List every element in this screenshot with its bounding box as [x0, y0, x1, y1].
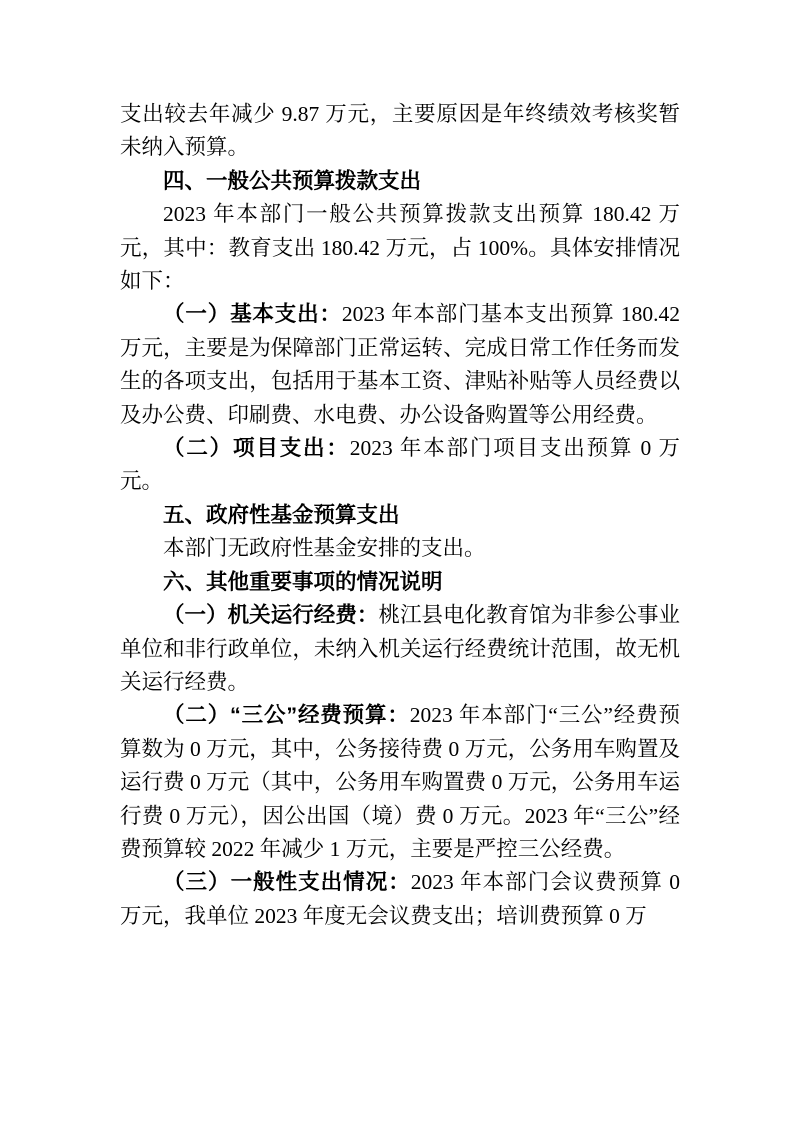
- paragraph-agency-operation-funds: [120, 599, 680, 699]
- paragraph-prev-page-continuation: 支出较去年减少 9.87 万元，主要原因是年终绩效考核奖暂未纳入预算。: [120, 102, 680, 160]
- section-heading-4-general-public-budget-expenditure: 四、一般公共预算拨款支出: [163, 168, 422, 193]
- paragraph-general-expenditure-situation-text: 2023 年本部门会议费预算 0 万元，我单位 2023 年度无会议费支出；培训费预算 0 万: [120, 870, 680, 928]
- paragraph-three-public-expenses-budget-text: 2023 年本部门“三公”经费预算数为 0 万元，其中，公务接待费 0 万元，公务用车购置及运行费 0 万元（其中，公务用车购置费 0 万元，公务用车运行费 0 万元），因公出国（境）费 0 万元。2023 年“三公”经费预算较 2022 年减少 1 万元，主要是严控三公经费。: [120, 703, 680, 861]
- paragraph-basic-expenditure-lead: （一）基本支出：: [163, 302, 342, 327]
- paragraph-project-expenditure-lead: （二）项目支出：: [163, 436, 350, 461]
- paragraph-general-expenditure-situation-lead: （三）一般性支出情况：: [163, 870, 411, 895]
- section-heading-5-government-fund-budget-expenditure: 五、政府性基金预算支出: [163, 502, 400, 527]
- paragraph-basic-expenditure: [120, 298, 680, 432]
- paragraph-project-expenditure-text: 2023 年本部门项目支出预算 0 万元。: [120, 436, 680, 494]
- paragraph-basic-expenditure-text: 2023 年本部门基本支出预算 180.42 万元，主要是为保障部门正常运转、完成日常工作任务而发生的各项支出，包括用于基本工资、津贴补贴等人员经费以及办公费、印刷费、水电费、办公设备购置等公用经费。: [120, 302, 680, 427]
- paragraph-three-public-expenses-budget: [120, 699, 680, 866]
- paragraph-general-expenditure-situation: [120, 866, 680, 933]
- paragraph-agency-operation-funds-lead: （一）机关运行经费：: [163, 603, 379, 628]
- paragraph-no-government-fund: 本部门无政府性基金安排的支出。: [163, 536, 486, 561]
- paragraph-general-public-budget-overview: 2023 年本部门一般公共预算拨款支出预算 180.42 万元，其中：教育支出 180.42 万元，占 100%。具体安排情况如下：: [120, 202, 680, 294]
- section-heading-6-other-important-matters: 六、其他重要事项的情况说明: [163, 569, 443, 594]
- paragraph-project-expenditure: [120, 432, 680, 499]
- paragraph-three-public-expenses-budget-lead: （二）“三公”经费预算：: [163, 703, 410, 728]
- paragraph-agency-operation-funds-text: 桃江县电化教育馆为非参公事业单位和非行政单位，未纳入机关运行经费统计范围，故无机关运行经费。: [120, 603, 680, 694]
